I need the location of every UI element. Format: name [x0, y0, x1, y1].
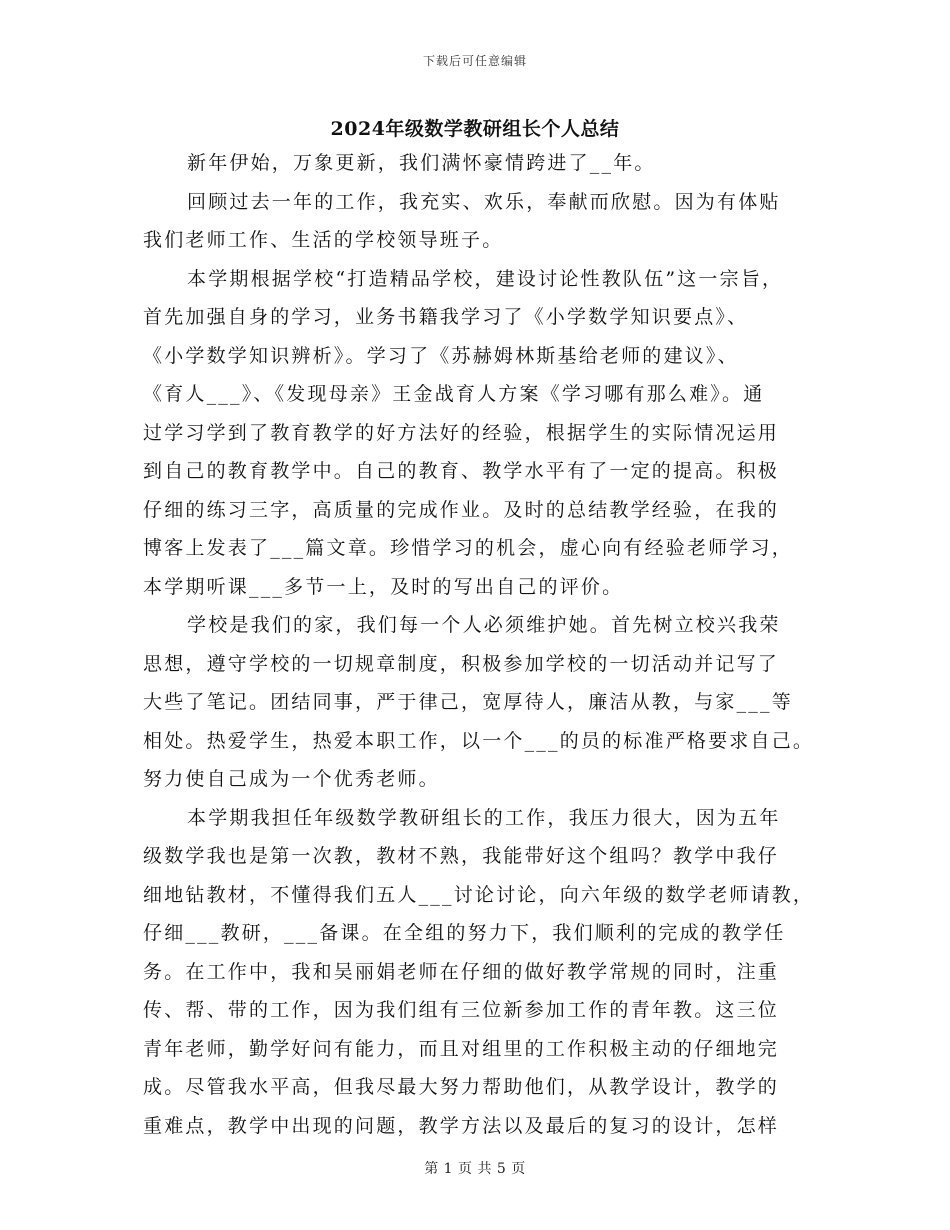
body-line: 思想，遵守学校的一切规章制度，积极参加学校的一切活动并记写了 [143, 652, 780, 675]
body-line: 细地钻教材，不懂得我们五人___讨论讨论，向六年级的数学老师请教， [143, 883, 815, 906]
body-line: 仔细的练习三字，高质量的完成作业。及时的总结教学经验，在我的 [143, 498, 780, 521]
body-line: 我们老师工作、生活的学校领导班子。 [143, 229, 504, 251]
body-line: 努力使自己成为一个优秀老师。 [143, 768, 440, 790]
body-line: 务。在工作中，我和吴丽娟老师在仔细的做好教学常规的同时，注重 [143, 960, 780, 983]
body-line: 本学期听课___多节一上，及时的写出自己的评价。 [143, 575, 624, 598]
body-line: 仔细___教研，___备课。在全组的努力下，我们顺利的完成的教学任 [143, 922, 786, 944]
page-number: 第 1 页 共 5 页 [424, 1161, 526, 1177]
body-line: 回顾过去一年的工作，我充实、欢乐，奉献而欣慰。因为有体贴 [187, 190, 781, 213]
body-line: 青年老师，勤学好问有能力，而且对组里的工作积极主动的仔细地完 [143, 1037, 780, 1060]
body-line: 到自己的教育教学中。自己的教育、教学水平有了一定的提高。积极 [143, 460, 780, 482]
body-line: 《小学数学知识辨析》。学习了《苏赫姆林斯基给老师的建议》、 [143, 344, 739, 367]
body-line: 成。尽管我水平高，但我尽最大努力帮助他们，从教学设计，教学的 [143, 1076, 780, 1098]
document-title: 2024年级数学教研组长个人总结 [330, 118, 620, 140]
body-line: 本学期根据学校“打造精品学校，建设讨论性教队伍”这一宗旨， [187, 267, 784, 290]
body-line: 大些了笔记。团结同事，严于律己，宽厚待人，廉洁从教，与家___等 [143, 691, 793, 713]
body-line: 《育人___》、《发现母亲》王金战育人方案《学习哪有那么难》。通 [143, 383, 765, 405]
body-line: 级数学我也是第一次教，教材不熟，我能带好这个组吗？教学中我仔 [143, 845, 780, 867]
body-line: 首先加强自身的学习，业务书籍我学习了《小学数学知识要点》、 [143, 306, 749, 328]
body-line: 重难点，教学中出现的问题，教学方法以及最后的复习的设计，怎样 [143, 1114, 780, 1137]
body-line: 新年伊始，万象更新，我们满怀豪情跨进了__年。 [187, 152, 656, 174]
body-line: 相处。热爱学生，热爱本职工作，以一个___的员的标准严格要求自己。 [143, 729, 815, 752]
body-line: 传、帮、带的工作，因为我们组有三位新参加工作的青年教。这三位 [143, 999, 780, 1021]
header-note: 下载后可任意编辑 [422, 54, 527, 68]
body-line: 本学期我担任年级数学教研组长的工作，我压力很大，因为五年 [187, 806, 781, 829]
body-line: 博客上发表了___篇文章。珍惜学习的机会，虚心向有经验老师学习， [143, 537, 793, 559]
document-body [143, 144, 823, 1145]
body-line: 过学习学到了教育教学的好方法好的经验，根据学生的实际情况运用 [143, 421, 780, 444]
body-line: 学校是我们的家，我们每一个人必须维护她。首先树立校兴我荣 [187, 614, 781, 636]
